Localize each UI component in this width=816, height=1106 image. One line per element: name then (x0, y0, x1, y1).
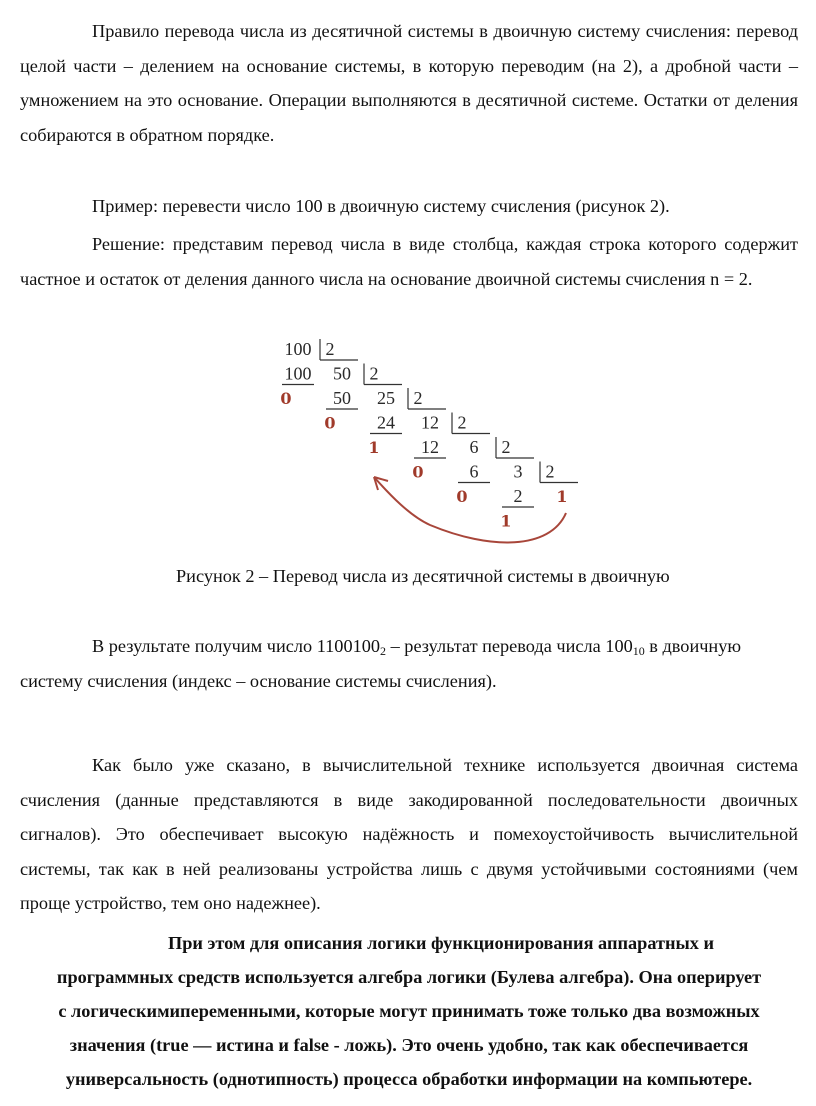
result-source-base: 10 (632, 644, 645, 658)
result-number-base: 2 (380, 644, 387, 658)
divisor-0: 2 (325, 339, 335, 359)
bold-line-3: с логическимипеременными, которые могут принимать тоже только два возможных (58, 1001, 760, 1021)
intro-paragraph: Правило перевода числа из десятичной системы в двоичную систему счисления: перевод целой части – делением на основание системы, в которую переводим (на 2), а дробной части – умножением на это основание. Операции выполняются в десятичной системе. Остатки от деления собираются в обратном порядке. (20, 21, 798, 145)
bold-line-2: программных средств используется алгебра логики (Булева алгебра). Она оперирует (56, 967, 762, 987)
subtracted-5: 2 (513, 486, 523, 506)
quotient-0: 50 (333, 363, 351, 384)
subtracted-1: 50 (333, 388, 351, 408)
divisor-4: 2 (501, 437, 511, 457)
reverse-order-arrow (374, 477, 566, 542)
result-source: 100 (605, 636, 633, 656)
subtracted-3: 12 (421, 437, 439, 457)
bold-line-4: значения (true — истина и false - ложь). Это очень удобно, так как обеспечивается (69, 1035, 749, 1055)
remainder-0: 0 (280, 389, 292, 408)
solution-paragraph: Решение: представим перевод числа в виде столбца, каждая строка которого содержит частное и остаток от деления данного числа на основание двоичной системы счисления n = 2. (20, 234, 798, 289)
remainder-2: 1 (368, 438, 380, 457)
remainder-5: 1 (500, 511, 512, 531)
remainder-3: 0 (412, 462, 424, 482)
quotient-2: 12 (421, 412, 439, 433)
binary-paragraph: Как было уже сказано, в вычислительной технике используется двоичная система счисления (данные представляются в виде закодированной последовательности двоичных сигналов). Это обеспечивает высокую надёжность и помехоустойчивость вычислительной системы, так как в ней реализованы устройства лишь с двумя устойчивыми состояниями (чем проще устройство, тем оно надежнее). (20, 755, 798, 913)
remainder-1: 0 (324, 413, 336, 433)
result-suffix: в двоичную (644, 636, 741, 656)
subtracted-2: 24 (377, 412, 395, 433)
quotient-3: 6 (469, 437, 479, 457)
division-diagram (270, 335, 600, 550)
result-middle: – результат перевода числа (386, 636, 606, 656)
divisor-2: 2 (413, 388, 423, 408)
quotient-1: 25 (377, 388, 395, 408)
dividend-0: 100 (284, 339, 312, 359)
figure-caption: Рисунок 2 – Перевод числа из десятичной системы в двоичную (176, 566, 670, 586)
divisor-5: 2 (545, 461, 555, 482)
result-number: 1100100 (316, 636, 381, 656)
result-line (92, 636, 741, 657)
divisor-3: 2 (457, 412, 467, 433)
bold-line-1: При этом для описания логики функционирования аппаратных и (167, 933, 715, 953)
example-paragraph: Пример: перевести число 100 в двоичную систему счисления (рисунок 2). (92, 196, 670, 216)
quotient-4: 3 (513, 461, 523, 482)
subtracted-4: 6 (469, 461, 479, 482)
subtracted-0: 100 (284, 363, 312, 384)
quotient-5: 1 (556, 487, 568, 506)
remainder-4: 0 (456, 487, 468, 506)
result-line-2: систему счисления (индекс – основание системы счисления). (20, 671, 497, 691)
divisor-1: 2 (369, 363, 379, 384)
bold-line-5: универсальность (однотипность) процесса обработки информации на компьютере. (65, 1069, 753, 1089)
result-prefix: В результате получим число (92, 636, 317, 656)
